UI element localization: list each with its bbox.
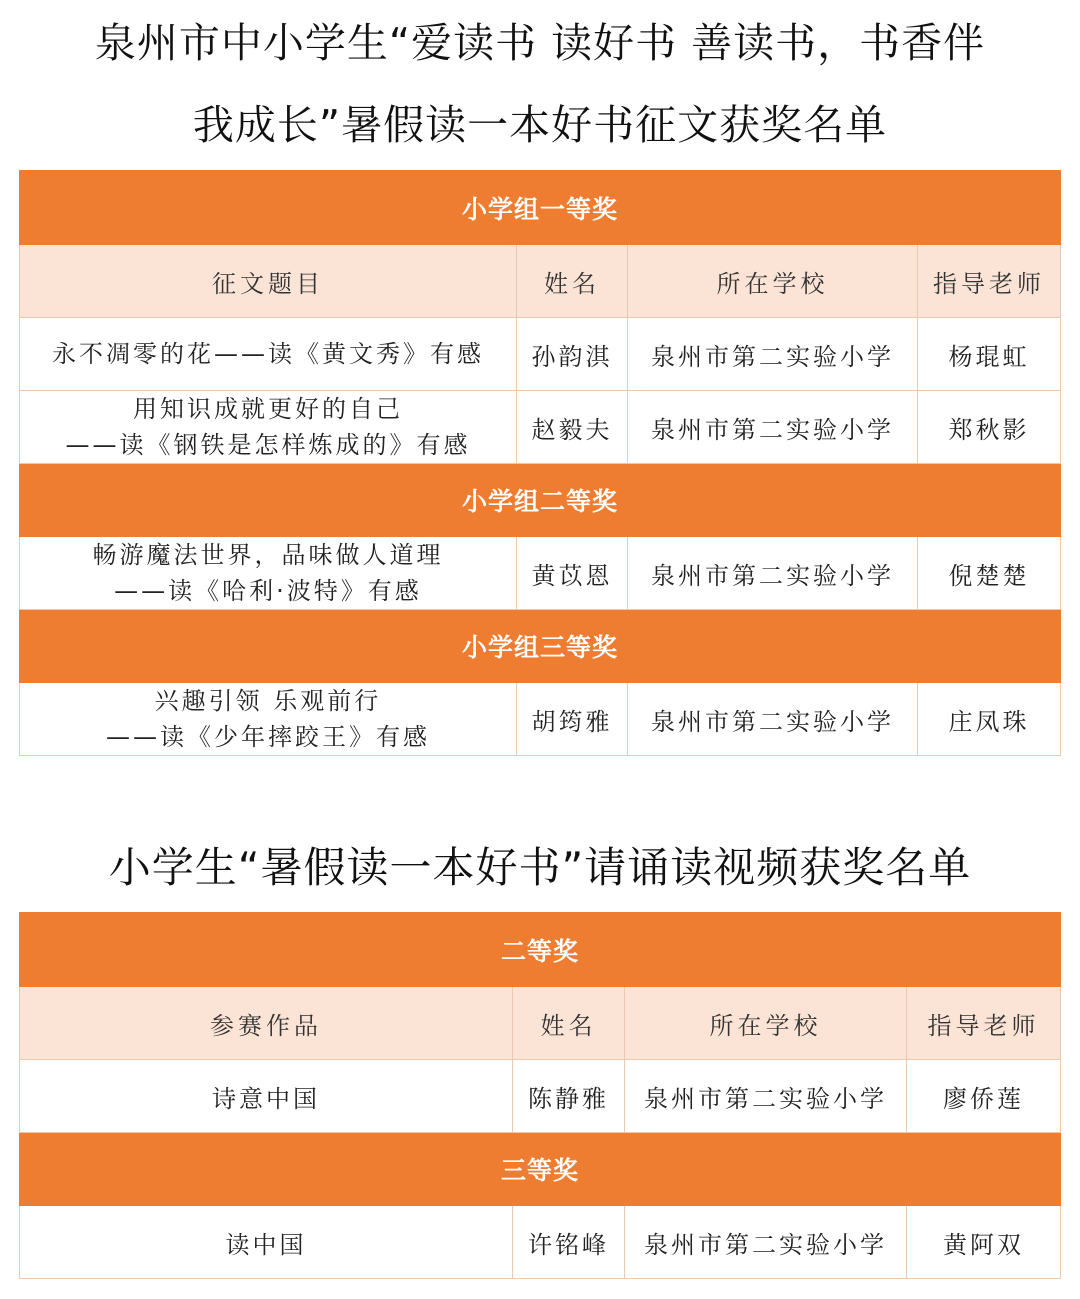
- header-name: 姓名: [517, 245, 628, 318]
- band-third-prize: 小学组三等奖: [20, 610, 1061, 683]
- essay-title-line2: 我成长”暑假读一本好书征文获奖名单: [192, 101, 888, 149]
- name-cell: 孙韵淇: [517, 318, 628, 391]
- teacher-cell: 郑秋影: [918, 391, 1061, 464]
- school-cell: 泉州市第二实验小学: [625, 1060, 907, 1133]
- band-third-prize: 三等奖: [20, 1133, 1061, 1206]
- video-award-table: [19, 912, 1061, 1279]
- band-row: [20, 610, 1061, 683]
- band-row: [20, 1133, 1061, 1206]
- essay-title-text: 畅游魔法世界，品味做人道理: [92, 541, 444, 569]
- table-row: [20, 1060, 1061, 1133]
- header-school: 所在学校: [628, 245, 918, 318]
- school-cell: 泉州市第二实验小学: [625, 1206, 907, 1279]
- essay-title-text: 兴趣引领 乐观前行: [154, 687, 382, 715]
- essay-subtitle-text: ——读《钢铁是怎样炼成的》有感: [65, 431, 471, 459]
- header-work: 参赛作品: [20, 987, 513, 1060]
- header-teacher: 指导老师: [907, 987, 1061, 1060]
- essay-award-table: [19, 170, 1061, 756]
- table-row: [20, 318, 1061, 391]
- teacher-cell: 庄凤珠: [918, 683, 1061, 756]
- band-second-prize: 小学组二等奖: [20, 464, 1061, 537]
- essay-title-cell: [20, 318, 517, 391]
- essay-title-text: 永不凋零的花——读《黄文秀》有感: [52, 340, 484, 368]
- essay-title-line1: 泉州市中小学生“爱读书 读好书 善读书，书香伴: [94, 19, 986, 67]
- essay-title-cell: [20, 391, 517, 464]
- teacher-cell: 倪楚楚: [918, 537, 1061, 610]
- name-cell: 黄苡恩: [517, 537, 628, 610]
- table-row: [20, 537, 1061, 610]
- header-school: 所在学校: [625, 987, 907, 1060]
- header-teacher: 指导老师: [918, 245, 1061, 318]
- header-name: 姓名: [513, 987, 625, 1060]
- header-row: [20, 987, 1061, 1060]
- work-cell: 诗意中国: [20, 1060, 513, 1133]
- school-cell: 泉州市第二实验小学: [628, 318, 918, 391]
- teacher-cell: 廖侨莲: [907, 1060, 1061, 1133]
- band-second-prize: 二等奖: [20, 913, 1061, 987]
- band-row: [20, 171, 1061, 245]
- essay-subtitle-text: ——读《少年摔跤王》有感: [106, 723, 430, 751]
- teacher-cell: 黄阿双: [907, 1206, 1061, 1279]
- header-row: [20, 245, 1061, 318]
- school-cell: 泉州市第二实验小学: [628, 683, 918, 756]
- band-first-prize: 小学组一等奖: [20, 171, 1061, 245]
- essay-title-cell: [20, 537, 517, 610]
- name-cell: 许铭峰: [513, 1206, 625, 1279]
- school-cell: 泉州市第二实验小学: [628, 537, 918, 610]
- table-row: [20, 391, 1061, 464]
- work-cell: 读中国: [20, 1206, 513, 1279]
- band-row: [20, 464, 1061, 537]
- school-cell: 泉州市第二实验小学: [628, 391, 918, 464]
- essay-title-cell: [20, 683, 517, 756]
- table-row: [20, 1206, 1061, 1279]
- header-title: 征文题目: [20, 245, 517, 318]
- table-row: [20, 683, 1061, 756]
- video-title: 小学生“暑假读一本好书”请诵读视频获奖名单: [108, 843, 972, 892]
- teacher-cell: 杨琨虹: [918, 318, 1061, 391]
- name-cell: 胡筠雅: [517, 683, 628, 756]
- name-cell: 赵毅夫: [517, 391, 628, 464]
- essay-subtitle-text: ——读《哈利·波特》有感: [114, 577, 422, 605]
- essay-title-text: 用知识成就更好的自己: [133, 395, 403, 423]
- band-row: [20, 913, 1061, 987]
- name-cell: 陈静雅: [513, 1060, 625, 1133]
